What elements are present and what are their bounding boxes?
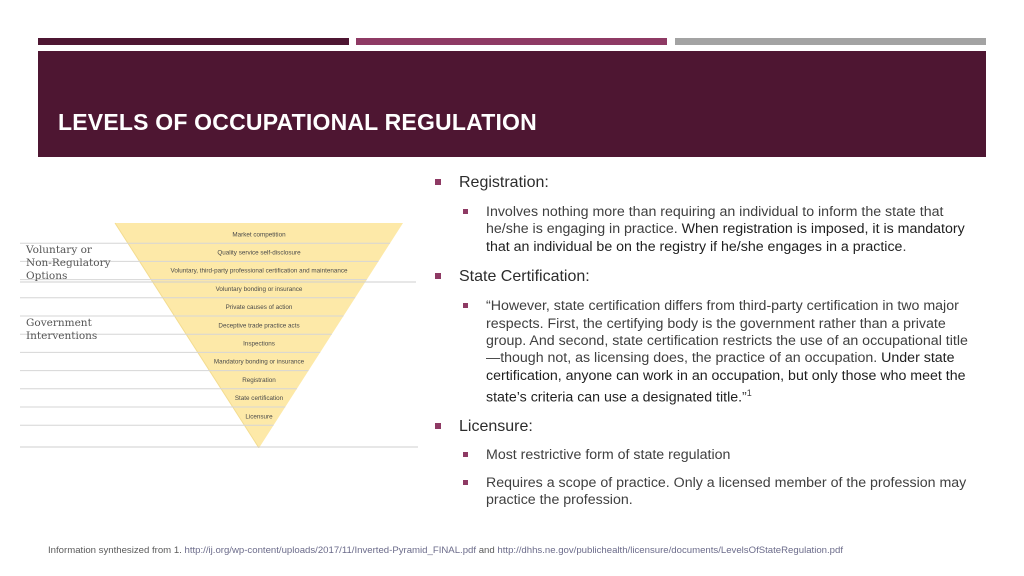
pyramid-level-label: Inspections [243,340,275,348]
footer-and: and [478,545,495,556]
licensure-item-2 [433,475,981,510]
certification-detail [433,298,981,407]
inverted-pyramid-figure [20,222,420,448]
registration-emphasis: When registration is imposed, it is mandatory that an individual be on the registry if he/she engages in a practice [486,221,965,255]
title-banner [38,51,986,157]
group-label-government-line1: Government [26,317,92,329]
certification-emphasis: Under state certification, anyone can work in an occupation, but only those who meet the state’s criteria can use a designated title. [486,350,966,406]
registration-detail [433,204,981,256]
source-link-1[interactable]: http://ij.org/wp-content/uploads/2017/11/Inverted-Pyramid_FINAL.pdf [184,545,477,556]
group-label-voluntary-line1: Voluntary or [26,244,92,256]
licensure-item-1-text: Most restrictive form of state regulation [486,447,731,464]
accent-bar-gray [675,38,986,45]
square-bullet-icon [463,480,468,485]
pyramid-level-label: Voluntary bonding or insurance [215,285,303,293]
certification-text: “However, state certification differs from third-party certification in two major respects. First, the certifying body is the government rather than a private group. And second, state certification restricts the use of an occupational title—though not, as licensing does, the practice of an occupation. [486,298,968,367]
pyramid-level-label: Quality service self-disclosure [217,249,301,257]
pyramid-level-label: Licensure [245,413,273,421]
footer-prefix: Information synthesized from 1. [48,545,182,556]
registration-heading: Registration: [459,174,549,191]
certification-heading: State Certification: [459,268,590,286]
group-label-government-line2: Interventions [26,330,98,342]
accent-bar-dark [38,38,349,45]
pyramid-level-label: Voluntary, third-party professional certification and maintenance [170,267,348,275]
registration-text: Involves nothing more than requiring an individual to inform the state that he/she is engaging in practice. [486,204,944,238]
group-label-voluntary-line2: Non-Regulatory [26,257,111,269]
licensure-item-1 [433,447,981,464]
bullet-registration [433,174,981,192]
square-bullet-icon [435,179,441,185]
square-bullet-icon [435,423,441,429]
pyramid-level-label: State certification [234,395,284,403]
source-link-2[interactable]: http://dhhs.ne.gov/publichealth/licensure/documents/LevelsOfStateRegulation.pdf [497,545,844,556]
bullet-licensure [433,418,981,436]
square-bullet-icon [463,303,468,308]
bullet-state-certification [433,268,981,286]
pyramid-level-label: Mandatory bonding or insurance [213,358,305,366]
bullet-content [433,174,981,510]
source-footer [48,545,843,556]
accent-bar-magenta [356,38,667,45]
square-bullet-icon [463,209,468,214]
square-bullet-icon [435,273,441,279]
footnote-marker: 1 [746,388,752,399]
registration-end: . [902,238,907,255]
pyramid-level-label: Private causes of action [225,304,293,312]
group-label-voluntary-line3: Options [26,270,68,282]
certification-end: ” [742,389,747,406]
slide-title: LEVELS OF OCCUPATIONAL REGULATION [58,109,537,135]
pyramid-level-label: Registration [242,376,276,384]
square-bullet-icon [463,452,468,457]
pyramid-level-label: Market competition [232,231,286,239]
licensure-item-2-text: Requires a scope of practice. Only a licensed member of the profession may practice the profession. [486,474,967,509]
licensure-heading: Licensure: [459,418,533,436]
pyramid-level-label: Deceptive trade practice acts [218,322,300,330]
